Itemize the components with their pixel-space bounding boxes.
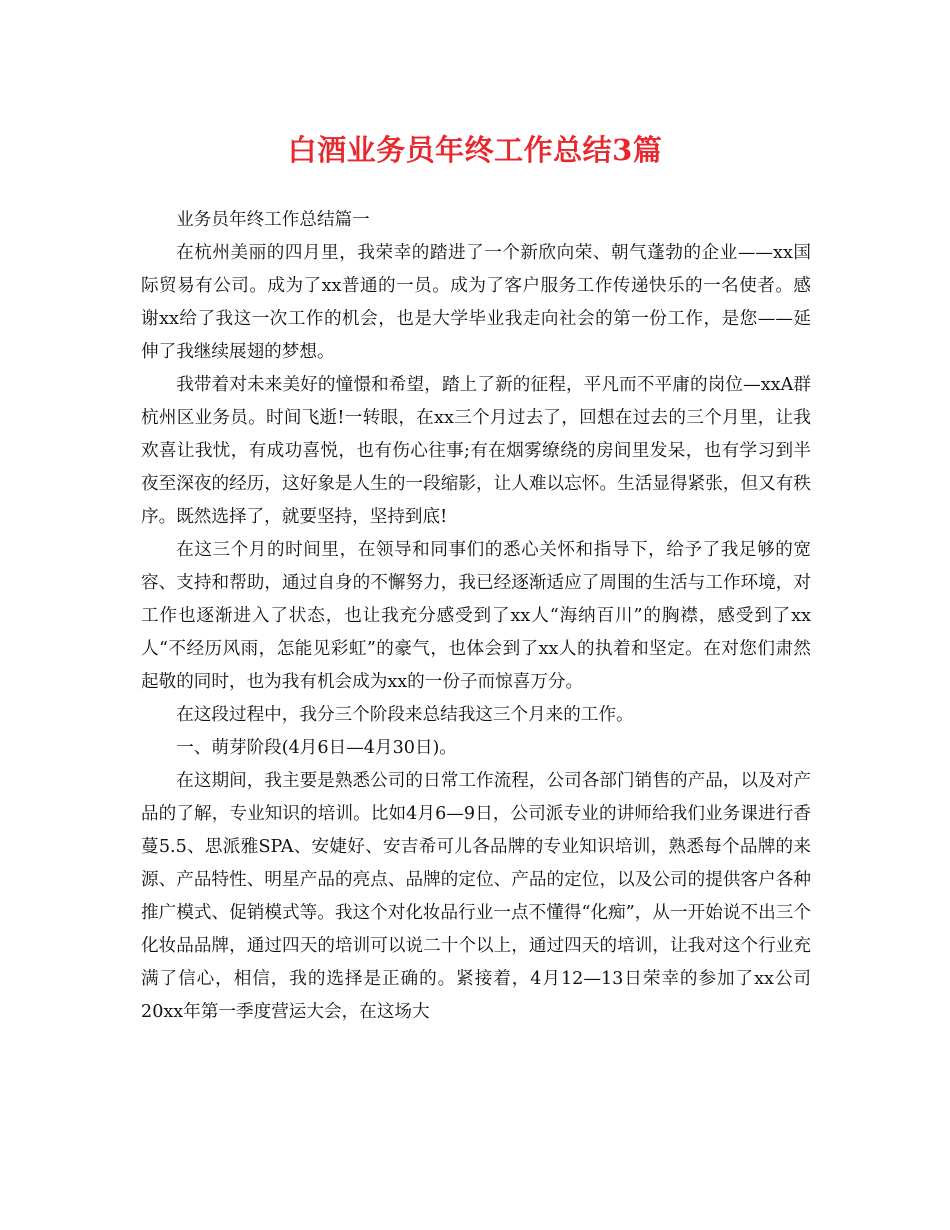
- paragraph: 在这期间，我主要是熟悉公司的日常工作流程，公司各部门销售的产品，以及对产品的了解，专业知识的培训。比如4月6—9日，公司派专业的讲师给我们业务课进行香蔓5.5、思派雅SPA、安婕好、安吉希可儿各品牌的专业知识培训，熟悉每个品牌的来源、产品特性、明星产品的亮点、品牌的定位、产品的定位，以及公司的提供客户各种推广模式、促销模式等。我这个对化妆品行业一点不懂得“化痴”，从一开始说不出三个化妆品品牌，通过四天的培训可以说二十个以上，通过四天的培训，让我对这个行业充满了信心，相信，我的选择是正确的。紧接着，4月12—13日荣幸的参加了xx公司20xx年第一季度营运大会，在这场大: [141, 771, 811, 1022]
- stage-heading: 一、萌芽阶段(4月6日—4月30日)。: [176, 738, 458, 758]
- document-title: 白酒业务员年终工作总结3篇: [287, 133, 663, 167]
- paragraph: 在这三个月的时间里，在领导和同事们的悉心关怀和指导下，给予了我足够的宽容、支持和帮助，通过自身的不懈努力，我已经逐渐适应了周围的生活与工作环境，对工作也逐渐进入了状态，也让我充分感受到了xx人“海纳百川”的胸襟，感受到了xx人“不经历风雨，怎能见彩虹”的豪气，也体会到了xx人的执着和坚定。在对您们肃然起敬的同时，也为我有机会成为xx的一份子而惊喜万分。: [141, 540, 811, 692]
- paragraph: 我带着对未来美好的憧憬和希望，踏上了新的征程，平凡而不平庸的岗位—xxA群杭州区业务员。时间飞逝!一转眼，在xx三个月过去了，回想在过去的三个月里，让我欢喜让我忧，有成功喜悦，也有伤心往事;有在烟雾缭绕的房间里发呆，也有学习到半夜至深夜的经历，这好象是人生的一段缩影，让人难以忘怀。生活显得紧张，但又有秩序。既然选择了，就要坚持，坚持到底!: [141, 375, 811, 527]
- document-body: [141, 204, 811, 1029]
- paragraph: 在这段过程中，我分三个阶段来总结我这三个月来的工作。: [176, 705, 634, 725]
- section-heading: 业务员年终工作总结篇一: [176, 210, 370, 230]
- paragraph: 在杭州美丽的四月里，我荣幸的踏进了一个新欣向荣、朝气蓬勃的企业——xx国际贸易有公司。成为了xx普通的一员。成为了客户服务工作传递快乐的一名使者。感谢xx给了我这一次工作的机会，也是大学毕业我走向社会的第一份工作，是您——延伸了我继续展翅的梦想。: [141, 243, 811, 362]
